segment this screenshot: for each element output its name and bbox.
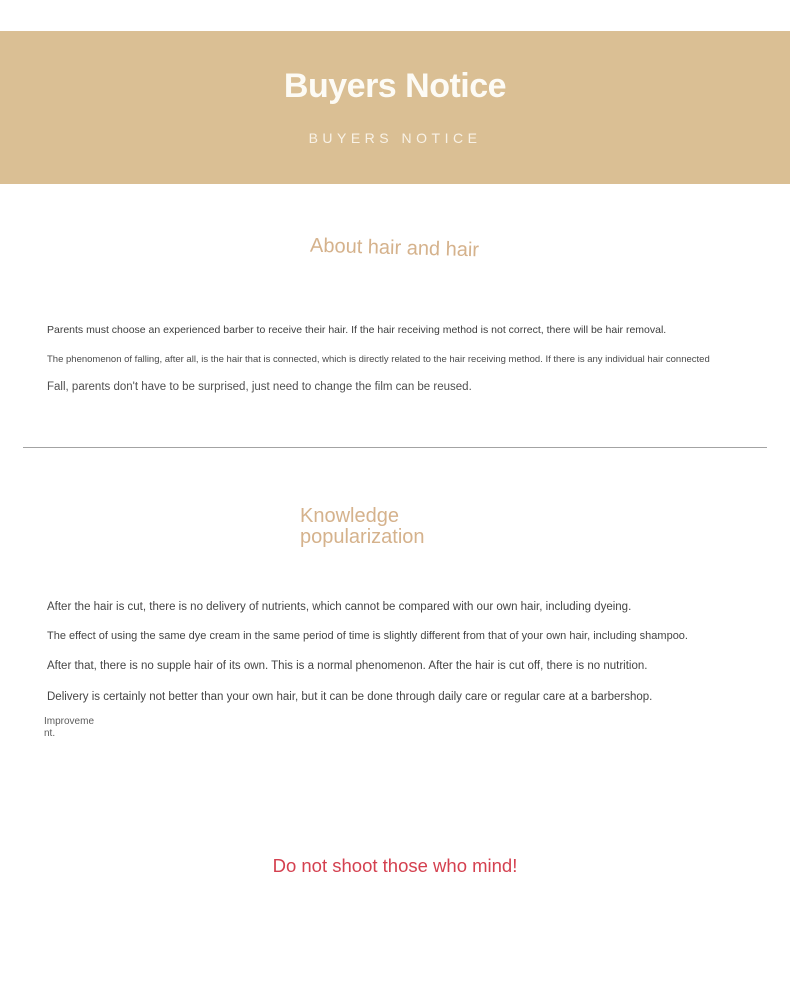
about-paragraph-3: Fall, parents don't have to be surprised, just need to change the film can be reused. [47,381,472,393]
about-paragraph-1: Parents must choose an experienced barber to receive their hair. If the hair receiving method is not correct, there will be hair removal. [47,324,667,336]
banner-title: Buyers Notice [283,67,507,105]
banner-subtitle: BUYERS NOTICE [308,130,482,146]
knowledge-heading-line-2: popularization [300,525,425,548]
banner [0,31,790,184]
knowledge-paragraph-4: Delivery is certainly not better than your own hair, but it can be done through daily care or regular care at a barbershop. [47,691,653,703]
about-heading-text: About hair and hair [310,234,480,262]
section-divider [23,447,767,448]
about-heading [0,234,790,262]
about-paragraph-2: The phenomenon of falling, after all, is the hair that is connected, which is directly related to the hair receiving method. If there is any individual hair connected [47,354,710,365]
improvement-fragment: Improvement. [44,716,95,739]
knowledge-paragraph-3: After that, there is no supple hair of its own. This is a normal phenomenon. After the hair is cut off, there is no nutrition. [47,660,648,672]
knowledge-paragraph-1: After the hair is cut, there is no delivery of nutrients, which cannot be compared with our own hair, including dyeing. [47,601,632,613]
warning-text: Do not shoot those who mind! [272,855,518,876]
knowledge-paragraph-2: The effect of using the same dye cream in the same period of time is slightly different from that of your own hair, including shampoo. [47,630,688,642]
knowledge-heading [300,506,425,547]
knowledge-heading-line-1: Knowledge [300,505,399,527]
